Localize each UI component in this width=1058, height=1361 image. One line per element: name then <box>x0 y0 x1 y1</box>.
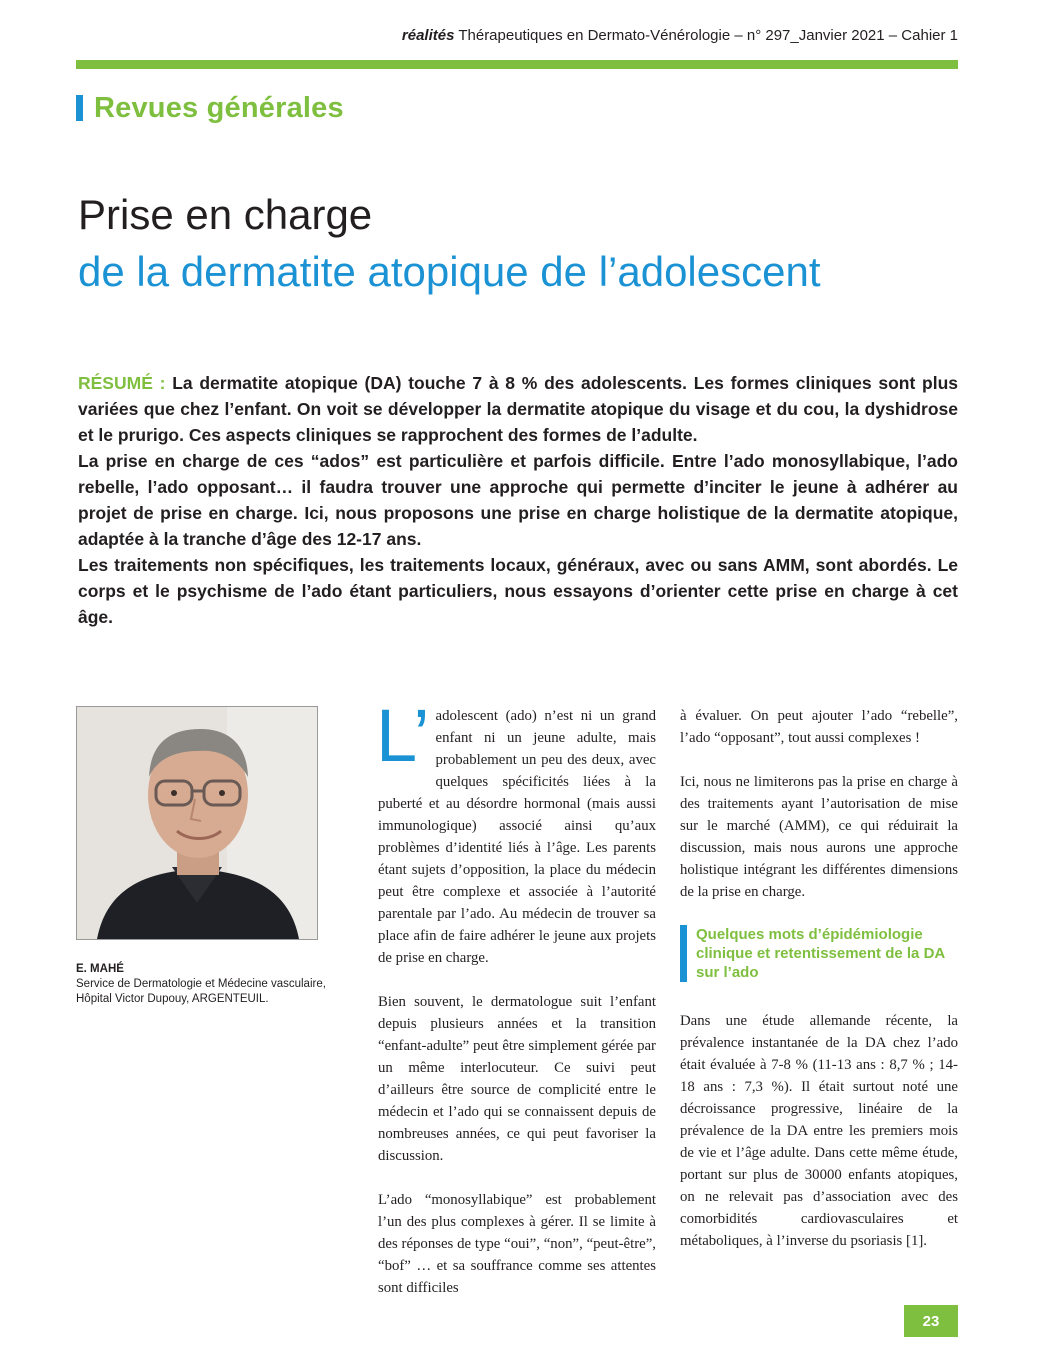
page-number: 23 <box>904 1305 958 1337</box>
summary-text-1: La dermatite atopique (DA) touche 7 à 8 % des adolescents. Les formes cliniques sont plus variées que chez l’enfant. On voit se développer la dermatite atopique du visage et du cou, la dyshidrose et le prurigo. Ces aspects cliniques se rapprochent des formes de l’adulte. <box>78 373 958 445</box>
author-name: E. MAHÉ <box>76 963 124 975</box>
body-paragraph-intro <box>376 694 656 969</box>
rubric-label: Revues générales <box>94 91 344 124</box>
body-paragraph: Dans une étude allemande récente, la prévalence instantanée de la DA chez l’ado était évaluée à 7-8 % (11-13 ans : 8,7 % ; 14-18 ans : 7,3 %). Il était surtout noté une décroissance progressive, linéaire de la prévalence de la DA entre les premiers mois de vie et l’âge adulte. Dans cette même étude, portant sur plus de 30000 enfants atopiques, on ne relevait pas d’association avec des comorbidités cardiovasculaires et métaboliques, à l’inverse du psoriasis [1]. <box>680 1013 958 1249</box>
body-column-1 <box>376 694 656 1321</box>
rubric-marker <box>76 95 83 121</box>
body-paragraph: L’ado “monosyllabique” est probablement l’un des plus complexes à gérer. Il se limite à des réponses de type “oui”, “non”, “peut-être”, “bof” … et sa souffrance comme ses attentes sont difficiles <box>378 1192 656 1296</box>
body-paragraph: Bien souvent, le dermatologue suit l’enfant depuis plusieurs années et la transition “enfant-adulte” peut être simplement gérée par un même interlocuteur. Ce suivi peut d’ailleurs être source de complicité entre le médecin et l’ado qui se connaissent depuis de nombreuses années, ce qui peut favoriser la discussion. <box>378 994 656 1164</box>
author-affiliation-2: Hôpital Victor Dupouy, ARGENTEUIL. <box>76 993 269 1005</box>
body-paragraph: Ici, nous ne limiterons pas la prise en charge à des traitements ayant l’autorisation de mise sur le marché (AMM), ce qui réduirait la discussion, mais nous aurons une approche holistique intégrant les différentes dimensions de la prise en charge. <box>680 774 958 900</box>
summary-paragraph-3: Les traitements non spécifiques, les traitements locaux, généraux, avec ou sans AMM, sont abordés. Le corps et le psychisme de l’ado étant particuliers, nous essayons d’orienter cette prise en charge à cet âge. <box>78 555 958 627</box>
drop-cap: L’ <box>376 694 430 777</box>
section-rubric <box>76 90 344 126</box>
journal-issue: Thérapeutiques en Dermato-Vénérologie – n° 297_Janvier 2021 – Cahier 1 <box>458 27 958 44</box>
author-portrait-image <box>77 707 317 939</box>
summary-paragraph-2: La prise en charge de ces “ados” est particulière et parfois difficile. Entre l’ado monosyllabique, l’ado rebelle, l’ado opposant… il faudra trouver une approche qui permette d’inciter le jeune à adhérer au projet de prise en charge. Ici, nous proposons une prise en charge holistique de la dermatite atopique, adaptée à la tranche d’âge des 12-17 ans. <box>78 451 958 549</box>
body-paragraph: à évaluer. On peut ajouter l’ado “rebelle”, l’ado “opposant”, tout aussi complexes ! <box>680 708 958 746</box>
author-block <box>76 962 346 1007</box>
article-title-line1: Prise en charge <box>78 191 373 238</box>
section-subheading <box>680 925 958 982</box>
summary-paragraph-1 <box>78 370 958 448</box>
header-rule <box>76 60 958 69</box>
summary-label: RÉSUMÉ : <box>78 373 166 393</box>
article-summary <box>78 370 958 630</box>
running-header <box>78 27 958 44</box>
subheading-text: Quelques mots d’épidémiologie clinique et retentissement de la DA sur l’ado <box>696 926 945 981</box>
author-affiliation-1: Service de Dermatologie et Médecine vasculaire, <box>76 978 326 990</box>
journal-brand: réalités <box>401 27 455 44</box>
body-intro-text: adolescent (ado) n’est ni un grand enfant ni un jeune adulte, mais probablement un peu des deux, avec quelques spécificités liées à la puberté et au désordre hormonal (mais aussi immunologique) associé ainsi qu’aux problèmes d’identité liés à l’âge. Les parents étant sujets d’opposition, la place du médecin peut être complexe et associée à l’autorité parentale par l’ado. Au médecin de trouver sa place afin de faire adhérer le jeune aux projets de prise en charge. <box>378 708 656 966</box>
author-photo <box>76 706 318 940</box>
body-column-2 <box>680 705 958 1274</box>
article-title-line2: de la dermatite atopique de l’adolescent <box>78 248 821 295</box>
subheading-marker <box>680 925 687 982</box>
